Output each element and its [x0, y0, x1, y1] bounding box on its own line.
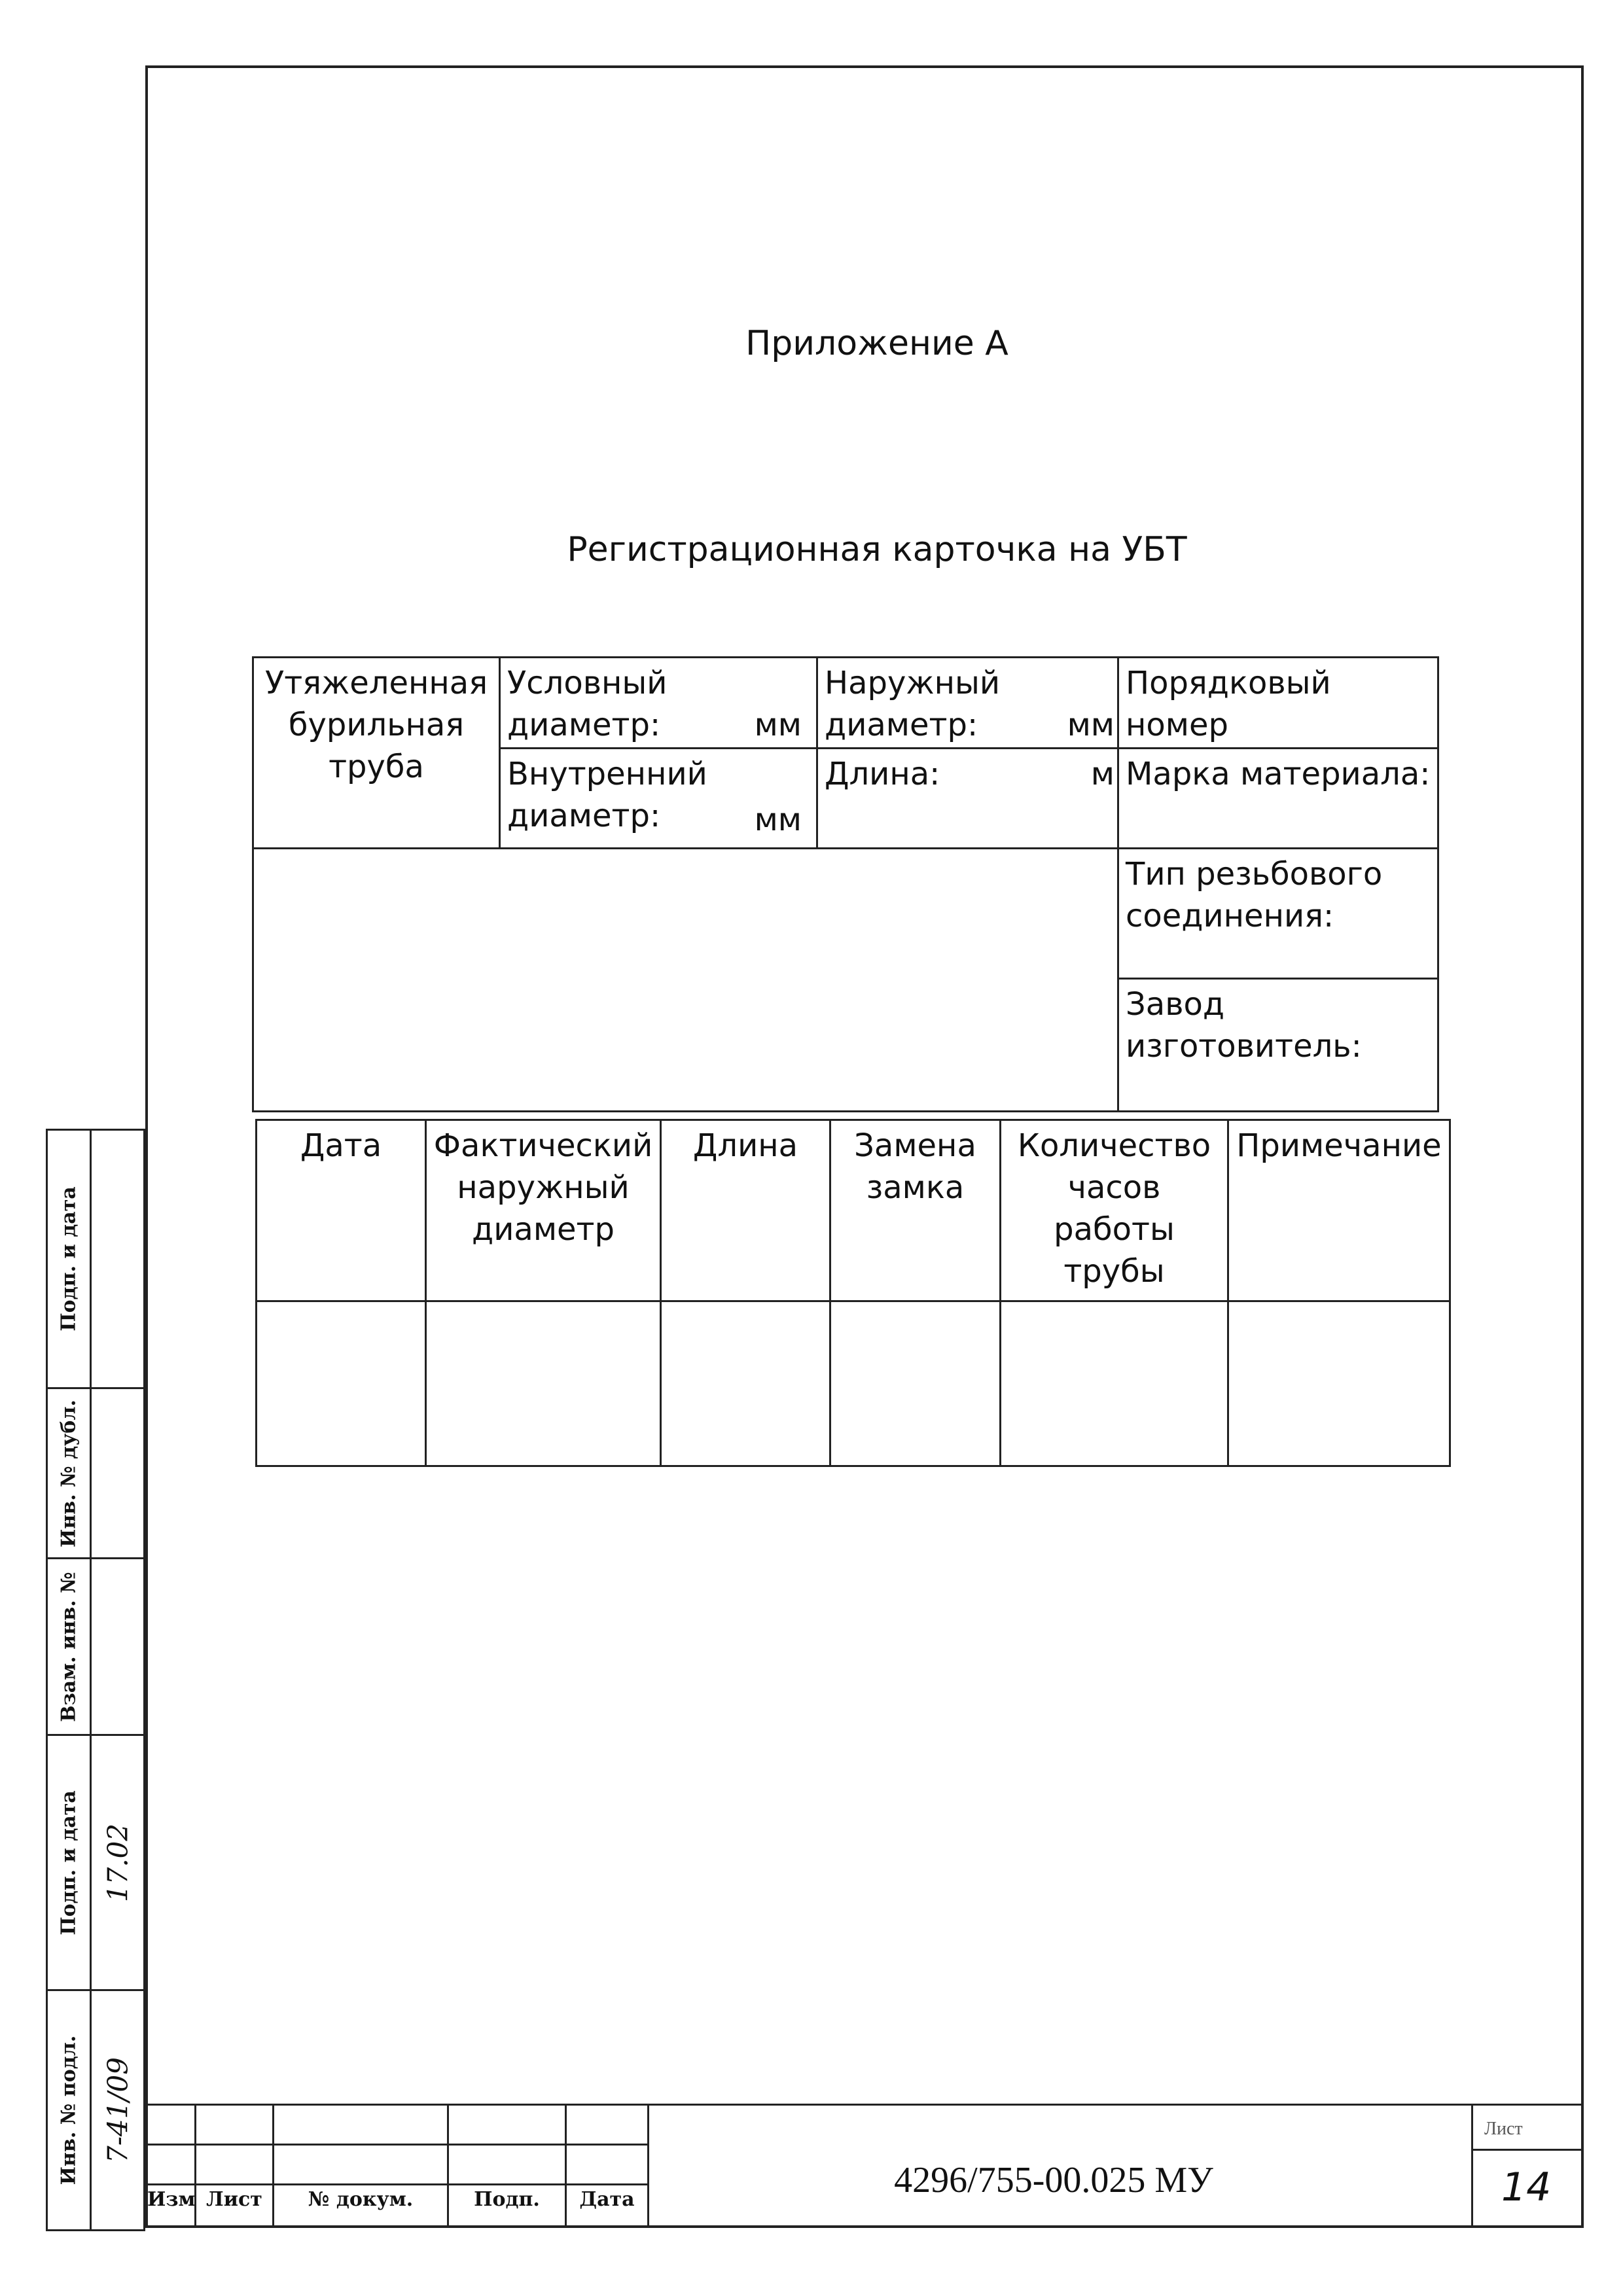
tb-label-signature-text: Подп.	[474, 2188, 540, 2211]
side-value-dup-inv	[90, 1387, 145, 1559]
pipe-name-cell	[252, 656, 501, 849]
tb-label-sheet-text: Лист	[206, 2188, 262, 2211]
log-row-cell	[1227, 1300, 1451, 1467]
rev-col-line	[194, 2104, 274, 2185]
sheet-number: 14	[1501, 2164, 1552, 2210]
rev-col-line	[447, 2104, 567, 2185]
side-label-sign-date-1	[46, 1734, 92, 1991]
tb-label-change	[145, 2183, 196, 2228]
manufacturer-cell	[1117, 978, 1439, 1112]
log-header-joint-replacement-label: Замена замка	[854, 1127, 976, 1206]
log-header-note-label: Примечание	[1236, 1127, 1442, 1164]
tb-label-signature	[447, 2183, 567, 2228]
side-label-sign-date-1-text: Подп. и дата	[57, 1790, 80, 1935]
side-label-replaced-inv	[46, 1557, 92, 1736]
nominal-diameter-cell	[499, 656, 818, 749]
outer-diameter-label: Наружный диаметр:	[825, 665, 1001, 743]
sheet-label: Лист	[1484, 2119, 1523, 2139]
tb-label-doc-number-text: № докум.	[308, 2188, 414, 2211]
nominal-diameter-label: Условный диаметр:	[507, 665, 668, 743]
manufacturer-label: Завод изготовитель:	[1126, 986, 1362, 1065]
nominal-diameter-unit: мм	[754, 707, 802, 743]
log-header-hours	[999, 1119, 1229, 1302]
log-row-cell	[255, 1300, 427, 1467]
log-header-note	[1227, 1119, 1451, 1302]
tb-label-date-text: Дата	[579, 2188, 635, 2211]
side-label-inv-orig	[46, 1989, 92, 2231]
doc-code: 4296/755-00.025 МУ	[894, 2160, 1213, 2200]
log-header-length-label: Длина	[692, 1127, 798, 1164]
side-value-inv-orig-text: 7-41/09	[101, 2057, 134, 2163]
log-header-hours-label: Количество часов работы трубы	[1017, 1127, 1211, 1290]
length-cell	[816, 747, 1119, 849]
thread-type-cell	[1117, 847, 1439, 980]
outer-diameter-unit: мм	[1067, 707, 1115, 743]
tb-label-doc-number	[272, 2183, 449, 2228]
thread-type-label: Тип резьбового соединения:	[1126, 856, 1383, 934]
side-value-sign-date-2	[90, 1129, 145, 1389]
log-header-date	[255, 1119, 427, 1302]
log-row-cell	[660, 1300, 831, 1467]
length-unit: м	[1090, 756, 1115, 792]
side-label-inv-orig-text: Инв. № подл.	[57, 2035, 80, 2185]
log-header-length	[660, 1119, 831, 1302]
serial-number-label: Порядковый номер	[1126, 665, 1331, 743]
log-header-date-label: Дата	[300, 1127, 382, 1164]
side-label-sign-date-2-text: Подп. и дата	[57, 1186, 80, 1332]
side-label-sign-date-2	[46, 1129, 92, 1389]
side-label-dup-inv	[46, 1387, 92, 1559]
inner-diameter-cell	[499, 747, 818, 849]
log-header-joint-replacement	[829, 1119, 1001, 1302]
card-title: Регистрационная карточка на УБТ	[567, 530, 1187, 569]
material-grade-cell	[1117, 747, 1439, 849]
inner-diameter-label: Внутренний диаметр:	[507, 756, 707, 834]
card-blank-area	[252, 847, 1119, 1112]
tb-label-sheet	[194, 2183, 274, 2228]
pipe-name: Утяжеленная бурильная труба	[264, 665, 488, 785]
side-value-inv-orig	[90, 1989, 145, 2231]
length-label: Длина:	[825, 756, 940, 792]
log-header-outer-diameter-label: Фактический наружный диаметр	[433, 1127, 653, 1248]
side-label-dup-inv-text: Инв. № дубл.	[57, 1399, 80, 1547]
outer-diameter-cell	[816, 656, 1119, 749]
side-value-replaced-inv	[90, 1557, 145, 1736]
side-label-replaced-inv-text: Взам. инв. №	[57, 1571, 80, 1722]
side-value-sign-date-text: 17.02	[101, 1823, 134, 1902]
log-row-cell	[425, 1300, 662, 1467]
appendix-heading: Приложение А	[745, 324, 1008, 363]
tb-label-change-text: Изм	[147, 2188, 196, 2211]
material-grade-label: Марка материала:	[1126, 756, 1431, 792]
log-row-cell	[829, 1300, 1001, 1467]
serial-number-cell	[1117, 656, 1439, 749]
log-row-cell	[999, 1300, 1229, 1467]
log-header-outer-diameter	[425, 1119, 662, 1302]
tb-label-date	[565, 2183, 649, 2228]
inner-diameter-unit: мм	[754, 802, 802, 838]
side-value-sign-date	[90, 1734, 145, 1991]
